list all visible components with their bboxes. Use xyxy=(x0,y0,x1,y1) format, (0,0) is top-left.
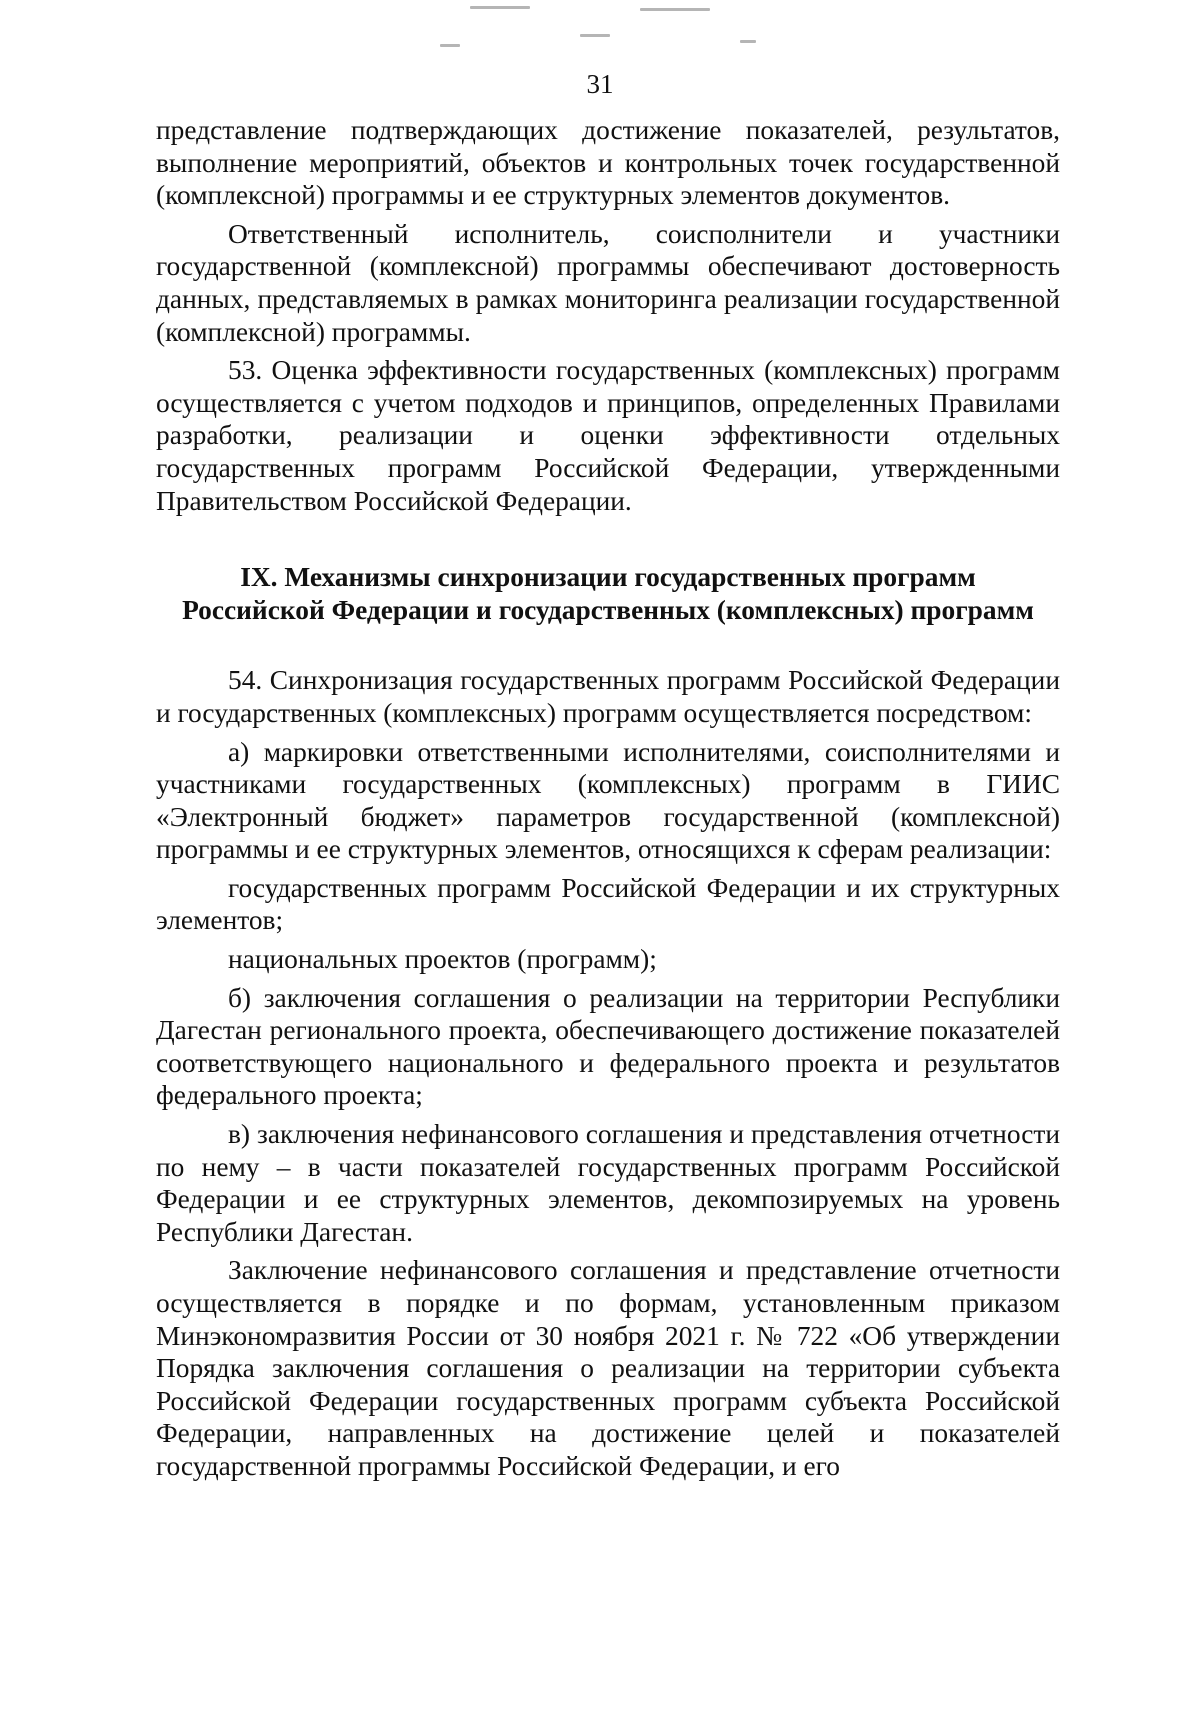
scan-artifact xyxy=(470,6,530,9)
list-item: национальных проектов (программ); xyxy=(228,944,657,975)
section-heading-line: Российской Федерации и государственных (комплексных) программ xyxy=(182,594,1034,625)
paragraph: 53. Оценка эффективности государственных (комплексных) программ осуществляется с учетом подходов и принципов, определенных Правилами разработки, реализации и оценки эффективности отдельных государственных программ Российской Федерации, утвержденными Правительством Российской Федерации. xyxy=(156,355,1060,516)
document-body xyxy=(156,114,1060,1489)
paragraph: Ответственный исполнитель, соисполнители и участники государственной (комплексной) программы обеспечивают достоверность данных, представляемых в рамках мониторинга реализации государственной (комплексной) программы. xyxy=(156,218,1060,347)
scan-artifact xyxy=(580,34,610,37)
scan-artifact xyxy=(440,44,460,47)
section-heading xyxy=(156,561,1060,626)
scan-artifact xyxy=(640,8,710,11)
list-item: а) маркировки ответственными исполнителями, соисполнителями и участниками государственных (комплексных) программ в ГИИС «Электронный бюджет» параметров государственной (комплексной) программы и ее структурных элементов, относящихся к сферам реализации: xyxy=(156,736,1060,865)
list-item: государственных программ Российской Федерации и их структурных элементов; xyxy=(156,872,1060,936)
page-number: 31 xyxy=(586,69,614,99)
scan-artifact xyxy=(740,40,756,43)
list-item: б) заключения соглашения о реализации на территории Республики Дагестан регионального проекта, обеспечивающего достижение показателей соответствующего национального и федерального проекта и результатов федерального проекта; xyxy=(156,982,1060,1111)
paragraph: представление подтверждающих достижение показателей, результатов, выполнение мероприятий, объектов и контрольных точек государственной (комплексной) программы и ее структурных элементов документов. xyxy=(156,115,1060,211)
paragraph: Заключение нефинансового соглашения и представление отчетности осуществляется в порядке и по формам, установленным приказом Минэкономразвития России от 30 ноября 2021 г. № 722 «Об утверждении Порядка заключения соглашения о реализации на территории субъекта Российской Федерации государственных программ субъекта Российской Федерации, направленных на достижение целей и показателей государственной программы Российской Федерации, и его xyxy=(156,1255,1060,1481)
section-heading-line: IX. Механизмы синхронизации государственных программ xyxy=(240,562,976,593)
paragraph: 54. Синхронизация государственных программ Российской Федерации и государственных (комплексных) программ осуществляется посредством: xyxy=(156,665,1060,728)
list-item: в) заключения нефинансового соглашения и представления отчетности по нему – в части показателей государственных программ Российской Федерации и ее структурных элементов, декомпозируемых на уровень Республики Дагестан. xyxy=(156,1119,1060,1247)
